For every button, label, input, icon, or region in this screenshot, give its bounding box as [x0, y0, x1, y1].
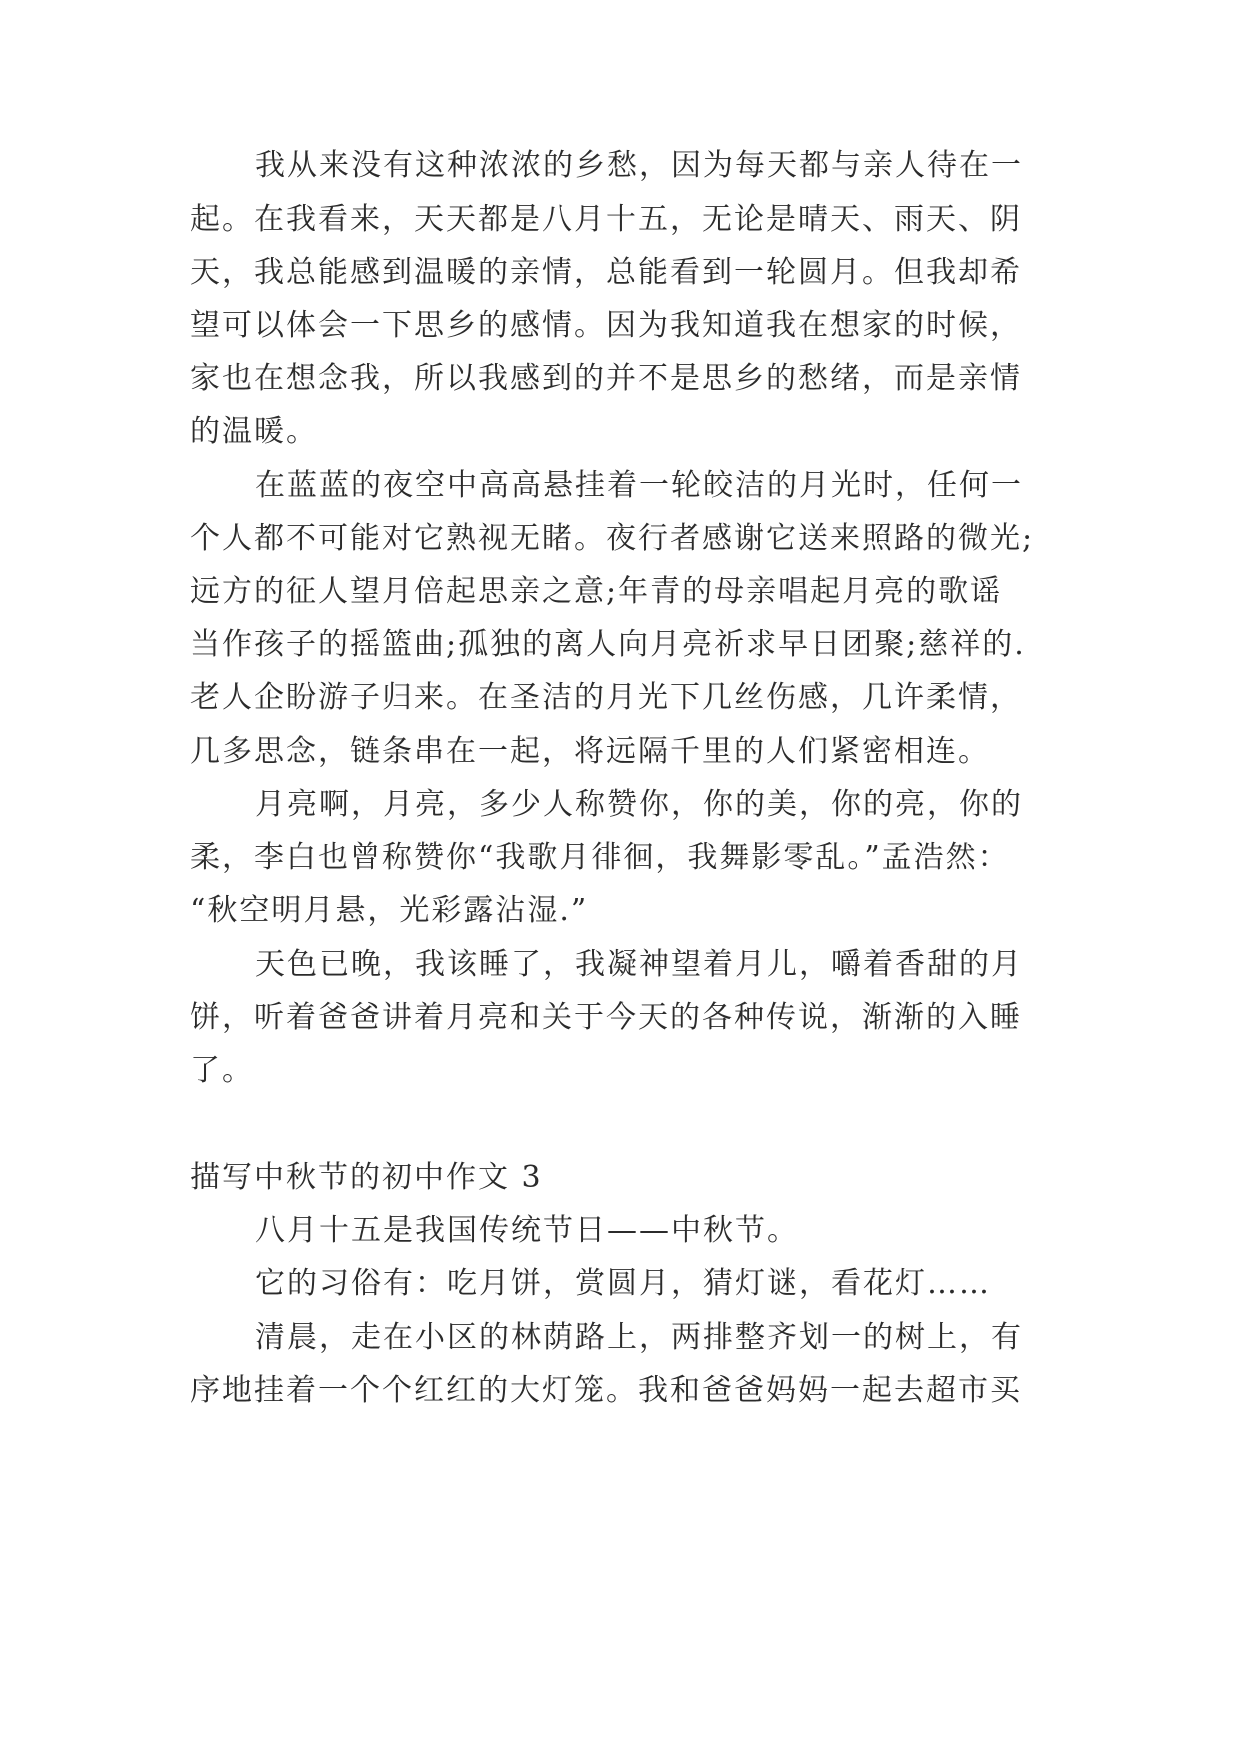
paragraph-2-line-2: 个人都不可能对它熟视无睹。夜行者感谢它送来照路的微光; — [190, 521, 1035, 556]
paragraph-5-line-1: 八月十五是我国传统节日——中秋节。 — [255, 1213, 799, 1248]
paragraph-2-line-3: 远方的征人望月倍起思亲之意;年青的母亲唱起月亮的歌谣 — [190, 574, 1003, 609]
paragraph-4-line-3: 了。 — [190, 1053, 254, 1088]
paragraph-3-line-1: 月亮啊，月亮，多少人称赞你，你的美，你的亮，你的 — [255, 787, 1023, 822]
paragraph-2-line-4: 当作孩子的摇篮曲;孤独的离人向月亮祈求早日团聚;慈祥的. — [190, 627, 1026, 662]
paragraph-4-line-1: 天色已晚，我该睡了，我凝神望着月儿，嚼着香甜的月 — [255, 947, 1023, 982]
paragraph-1-line-3: 天，我总能感到温暖的亲情，总能看到一轮圆月。但我却希 — [190, 255, 1022, 290]
paragraph-2-line-1: 在蓝蓝的夜空中高高悬挂着一轮皎洁的月光时，任何一 — [255, 468, 1023, 503]
paragraph-3-line-2: 柔，李白也曾称赞你“我歌月徘徊，我舞影零乱。”孟浩然： — [190, 840, 1010, 875]
paragraph-7-line-1: 清晨，走在小区的林荫路上，两排整齐划一的树上，有 — [255, 1320, 1023, 1355]
paragraph-1-line-2: 起。在我看来，天天都是八月十五，无论是晴天、雨天、阴 — [190, 202, 1022, 237]
paragraph-2-line-5: 老人企盼游子归来。在圣洁的月光下几丝伤感，几许柔情， — [190, 680, 1022, 715]
paragraph-6-line-1: 它的习俗有：吃月饼，赏圆月，猜灯谜，看花灯…… — [255, 1266, 991, 1301]
paragraph-1-line-5: 家也在想念我，所以我感到的并不是思乡的愁绪，而是亲情 — [190, 361, 1022, 396]
paragraph-7-line-2: 序地挂着一个个红红的大灯笼。我和爸爸妈妈一起去超市买 — [190, 1373, 1022, 1408]
section-heading: 描写中秋节的初中作文 3 — [190, 1160, 543, 1195]
paragraph-4-line-2: 饼，听着爸爸讲着月亮和关于今天的各种传说，渐渐的入睡 — [190, 1000, 1022, 1035]
paragraph-1-line-6: 的温暖。 — [190, 414, 318, 449]
paragraph-1-line-4: 望可以体会一下思乡的感情。因为我知道我在想家的时候， — [190, 308, 1022, 343]
paragraph-2-line-6: 几多思念，链条串在一起，将远隔千里的人们紧密相连。 — [190, 734, 990, 769]
paragraph-1-line-1: 我从来没有这种浓浓的乡愁，因为每天都与亲人待在一 — [255, 148, 1023, 183]
paragraph-3-line-3: “秋空明月悬，光彩露沾湿.” — [190, 893, 589, 928]
